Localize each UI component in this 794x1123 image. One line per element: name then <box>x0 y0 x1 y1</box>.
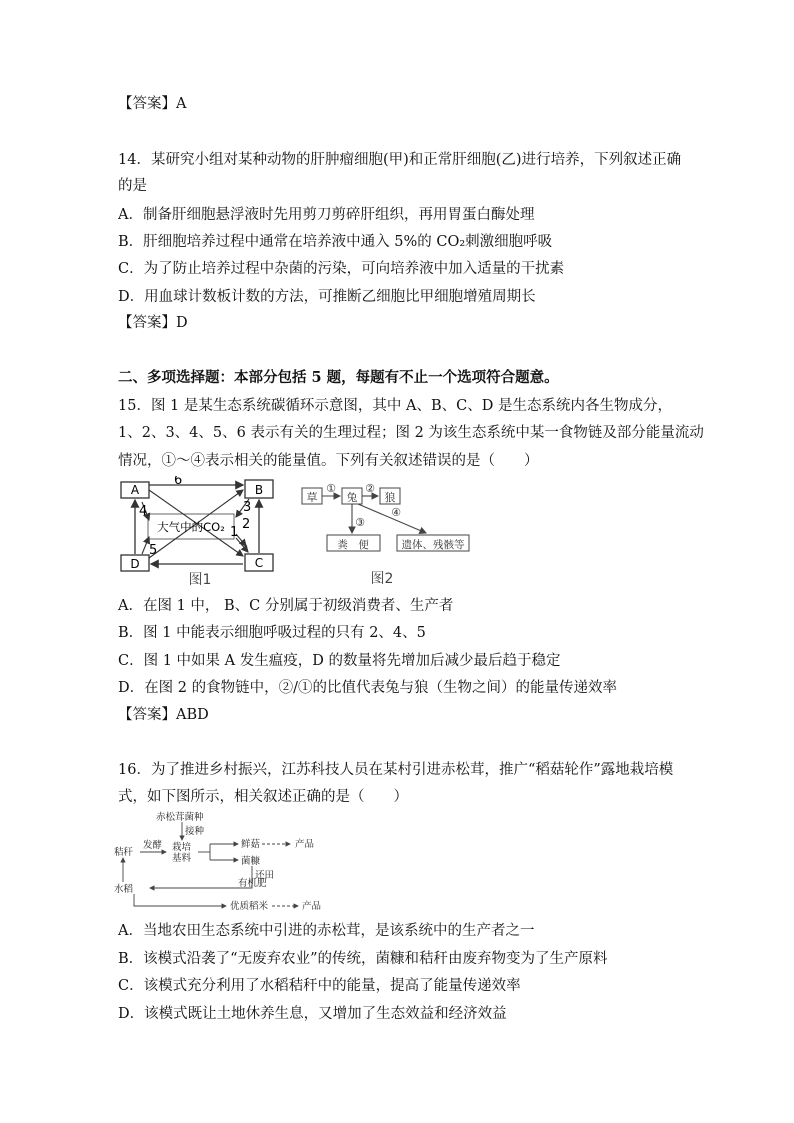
q15-option-d: D．在图 2 的食物链中，②/①的比值代表兔与狼（生物之间）的能量传递效率 <box>118 680 617 696</box>
product-label-2: 产品 <box>302 901 322 912</box>
feces-label: 粪 便 <box>337 539 369 551</box>
wolf-label: 狼 <box>384 491 396 504</box>
q15-option-c: C．图 1 中如果 A 发生瘟疫，D 的数量将先增加后减少最后趋于稳定 <box>118 653 561 669</box>
node-d-label: D <box>130 557 140 571</box>
fresh-label: 鲜菇 <box>241 839 261 850</box>
q14-option-c: C．为了防止培养过程中杂菌的污染，可向培养液中加入适量的干扰素 <box>118 261 565 277</box>
q16-option-c: C．该模式充分利用了水稻秸秆中的能量，提高了能量传递效率 <box>118 978 521 994</box>
arrow-5 <box>142 537 149 554</box>
q14-stem-line1: 14．某研究小组对某种动物的肝肿瘤细胞(甲)和正常肝细胞(乙)进行培养，下列叙述正确 <box>118 152 682 168</box>
energy-mark-3: ③ <box>355 516 365 529</box>
rotation-flow-figure <box>114 810 330 914</box>
q16-option-b: B．该模式沿袭了“无废弃农业”的传统，菌糠和秸秆由废弃物变为了生产原料 <box>118 951 608 967</box>
quality-rice-label: 优质稻米 <box>230 901 269 912</box>
section2-heading: 二、多项选择题：本部分包括 5 题，每题有不止一个选项符合题意。 <box>118 369 559 386</box>
rice-label: 水稻 <box>114 884 134 895</box>
q16-stem-line1: 16．为了推进乡村振兴，江苏科技人员在某村引进赤松茸，推广“稻菇轮作”露地栽培模 <box>118 762 674 778</box>
q15-stem-line3: 情况，①～④表示相关的能量值。下列有关叙述错误的是（ ） <box>118 453 539 469</box>
q16-option-a: A．当地农田生态系统中引进的赤松茸，是该系统中的生产者之一 <box>118 923 535 939</box>
node-b-label: B <box>254 483 264 497</box>
manure-label: 有机肥 <box>238 878 267 889</box>
node-a-label: A <box>130 483 140 497</box>
inoculate-label: 接种 <box>185 826 205 837</box>
q14-option-d: D．用血球计数板计数的方法，可推断乙细胞比甲细胞增殖周期长 <box>118 289 536 305</box>
grass-label: 草 <box>306 491 318 504</box>
process-num-6: 6 <box>174 476 183 488</box>
process-num-3: 3 <box>243 500 252 515</box>
fig2-caption: 图2 <box>370 571 394 587</box>
arrow-bran-to-rice <box>150 866 252 888</box>
process-num-5: 5 <box>149 543 158 558</box>
energy-mark-1: ① <box>326 482 336 495</box>
remains-label: 遗体、残骸等 <box>401 539 465 551</box>
straw-label: 秸秆 <box>114 847 134 858</box>
q15-answer: 【答案】ABD <box>118 707 209 723</box>
q14-option-b: B．肝细胞培养过程中通常在培养液中通入 5%的 CO₂刺激细胞呼吸 <box>118 234 553 250</box>
bran-label: 菌糠 <box>241 856 261 867</box>
q14-answer: 【答案】D <box>118 315 188 331</box>
q13-answer: 【答案】A <box>118 96 187 112</box>
q16-stem-line2: 式，如下图所示，相关叙述正确的是（ ） <box>118 789 408 805</box>
q16-option-d: D．该模式既让土地休养生息，又增加了生态效益和经济效益 <box>118 1006 507 1022</box>
strain-label: 赤松茸菌种 <box>156 812 204 823</box>
process-num-2: 2 <box>242 517 251 532</box>
process-num-4: 4 <box>139 504 148 519</box>
node-c-label: C <box>254 556 264 570</box>
rabbit-label: 兔 <box>346 491 358 504</box>
base-label-2: 基料 <box>172 853 192 864</box>
fig1-caption: 图1 <box>188 572 212 588</box>
carbon-cycle-figure <box>112 476 292 588</box>
q15-stem-line2: 1、2、3、4、5、6 表示有关的生理过程；图 2 为该生态系统中某一食物链及部分能量流动 <box>118 425 704 441</box>
food-chain-figure <box>296 478 476 588</box>
base-label-1: 栽培 <box>172 842 192 853</box>
energy-mark-4: ④ <box>391 506 401 519</box>
q14-stem-line2: 的是 <box>118 178 147 194</box>
q15-stem-line1: 15．图 1 是某生态系统碳循环示意图，其中 A、B、C、D 是生态系统内各生物成分， <box>118 398 672 414</box>
ferment-label: 发酵 <box>143 840 163 851</box>
q15-option-b: B．图 1 中能表示细胞呼吸过程的只有 2、4、5 <box>118 625 426 641</box>
return-label: 还田 <box>255 870 275 881</box>
process-num-1: 1 <box>230 525 239 540</box>
arrow-1 <box>236 538 248 552</box>
q14-option-a: A．制备肝细胞悬浮液时先用剪刀剪碎肝组织，再用胃蛋白酶处理 <box>118 207 535 223</box>
product-label-1: 产品 <box>295 839 315 850</box>
q15-option-a: A．在图 1 中， B、C 分别属于初级消费者、生产者 <box>118 598 454 614</box>
air-co2-label: 大气中的CO₂ <box>157 520 225 534</box>
energy-mark-2: ② <box>365 482 375 495</box>
arrow-rice-to-quality <box>134 894 226 906</box>
